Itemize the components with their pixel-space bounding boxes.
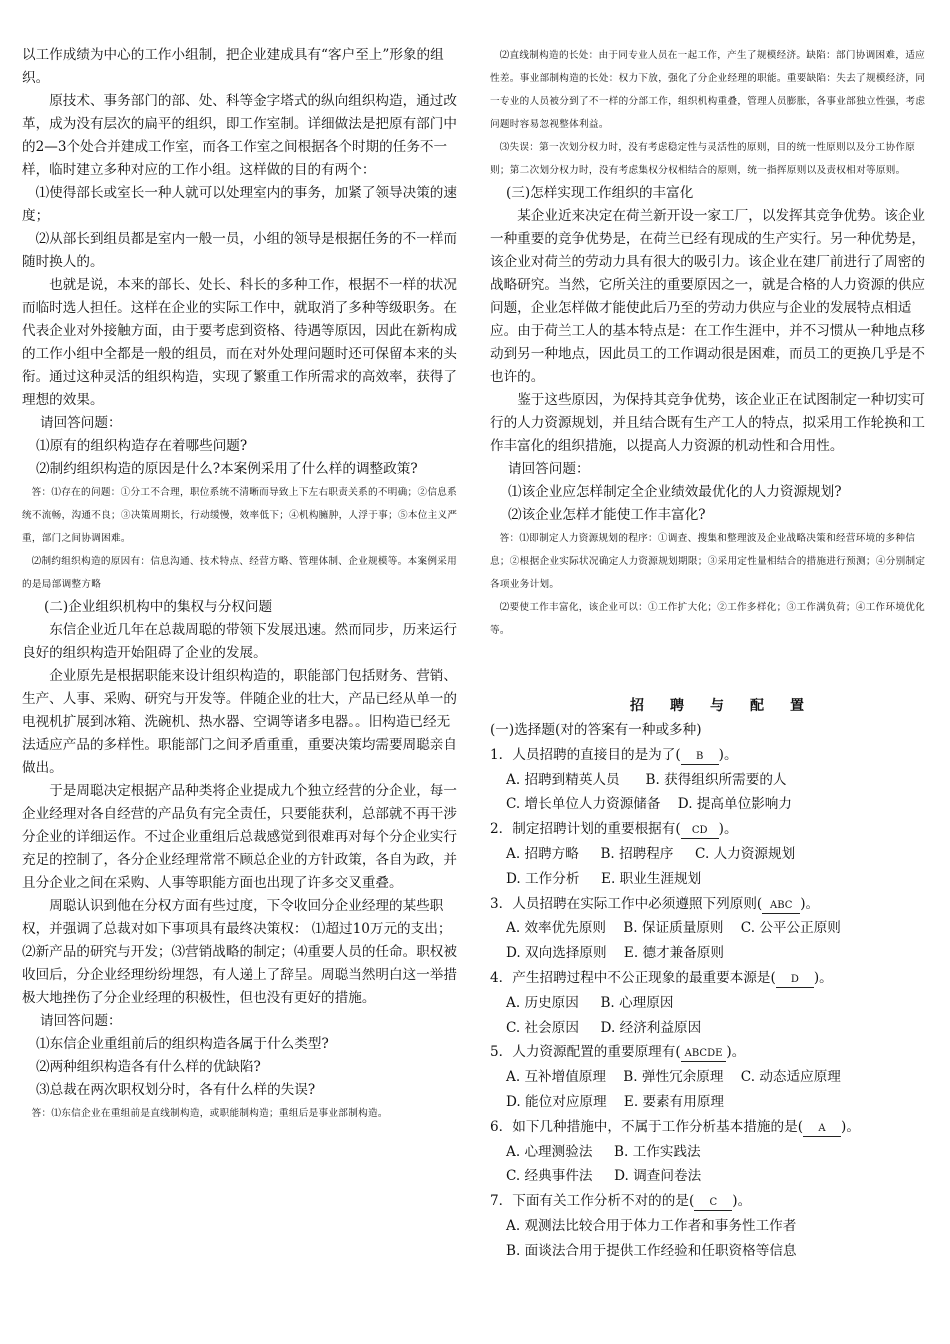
answer-blank: CD [681,824,719,839]
answer-blank: ABCDE [681,1047,727,1062]
answer: ⑵直线制构造的长处：由于同专业人员在一起工作，产生了规模经济。缺陷：部门协调困难，适应性差。事业部制构造的长处：权力下放，强化了分企业经理的职能。重要缺陷：失去了规模经济，同一专业的人员被分到了不一样的分部工作，组织机构重叠，管理人员膨胀，各事业部独立性强，考虑问题时容易忽视整体利益。 [490,50,926,130]
answer-option: B. 面谈法合用于提供工作经验和任职资格等信息 [506,1242,797,1259]
answer-option: D. 工作分析 E. 职业生涯规划 [506,870,702,887]
paragraph: 周聪认识到他在分权方面有些过度，下令收回分企业经理的某些职权，并强调了总裁对如下事项具有最终决策权： ⑴超过10万元的支出； ⑵新产品的研究与开发；⑶营销战略的制定；⑷重要人员的任命。职权被收回后，分企业经理纷纷埋怨，有人递上了辞呈。周聪当然明白这一举措极大地挫伤了分企业经理的积极性，但也没有更好的措施。 [22,898,457,1006]
left-column [22,44,462,1125]
section-title: 招聘与配置 [630,698,830,714]
question-end: )。 [718,746,738,763]
answer: ⑵要使工作丰富化，该企业可以：①工作扩大化；②工作多样化；③工作满负荷；④工作环境优化等。 [490,602,926,636]
question-prompt: 请回答问题： [40,1013,122,1029]
answer-blank: A [803,1122,841,1137]
section-heading: (三)怎样实现工作组织的丰富化 [506,185,694,201]
quiz-question [490,1189,930,1214]
question: ⑴该企业应怎样制定全企业绩效最优化的人力资源规划? [508,484,842,500]
question-end: )。 [813,969,833,986]
answer-option: A. 历史原因 B. 心理原因 [506,994,674,1011]
question-stem: 4．产生招聘过程中不公正现象的最重要本源是( [490,969,776,986]
paragraph: 于是周聪决定根据产品种类将企业提成九个独立经营的分企业，每一企业经理对各自经营的产品负有完全责任，只要能获利，总部就不再干涉分企业的详细运作。不过企业重组后总裁感觉到很难再对每个分企业实行充足的控制了，各分企业经理常常不顾总企业的方针政策，各自为政，并且分企业之间在采购、人事等职能方面也出现了许多交叉重叠。 [22,783,457,891]
question-prompt: 请回答问题： [508,461,590,477]
paragraph: 也就是说，本来的部长、处长、科长的多种工作，根据不一样的状况而临时选人担任。这样在企业的实际工作中，就取消了多种等级职务。在代表企业对外接触方面，由于要考虑到资格、待遇等原因，因此在新构成的工作小组中全都是一般的组员，而在对外处理问题时还可保留本来的头衔。通过这种灵活的组织构造，实现了繁重工作所需求的高效率，获得了理想的效果。 [22,277,457,408]
quiz-question [490,817,930,842]
answer: 答：⑴东信企业在重组前是直线制构造，或职能制构造；重组后是事业部制构造。 [31,1108,388,1119]
answer-option: A. 招聘方略 B. 招聘程序 C. 人力资源规划 [506,845,796,862]
question-end: )。 [732,1193,752,1210]
question-end: )。 [841,1118,860,1135]
paragraph: 某企业近来决定在荷兰新开设一家工厂，以发挥其竞争优势。该企业一种重要的竞争优势是，在荷兰已经有现成的生产实行。另一种优势是，该企业对荷兰的劳动力具有很大的吸引力。该企业在建厂前进行了周密的战略研究。当然，它所关注的重要原因之一，就是合格的人力资源的供应问题，企业怎样做才能使此后乃至的劳动力供应与企业的发展特点相适应。由于荷兰工人的基本特点是：在工作生涯中，并不习惯从一种地点移动到另一种地点，因此员工的工作调动很是困难，而员工的更换几乎是不也许的。 [490,208,925,385]
question-stem: 2．制定招聘计划的重要根据有( [490,821,681,838]
question: ⑴东信企业重组前后的组织构造各属于什么类型? [36,1036,329,1052]
question-stem: 5．人力资源配置的重要原理有( [490,1044,681,1061]
answer: 答：⑴即制定人力资源规划的程序：①调查、搜集和整理波及企业战略决策和经营环境的多种信息；②根据企业实际状况确定人力资源规划期限；③采用定性量相结合的措施进行预测；④分别制定各项业务计划。 [490,533,926,590]
paragraph: 鉴于这些原因，为保持其竞争优势，该企业正在试图制定一种切实可行的人力资源规划，并且结合既有生产工人的特点，拟采用工作轮换和工作丰富化的组织措施，以提高人力资源的机动性和合用性。 [490,392,925,454]
section-heading: (二)企业组织机构中的集权与分权问题 [44,599,273,615]
paragraph: 原技术、事务部门的部、处、科等金字塔式的纵向组织构造，通过改革，成为没有层次的扁平的组织，即工作室制。详细做法是把原有部门中的2—3个处合并建成工作室，而各工作室之间根据各个时期的任务不一样，临时建立多种对应的工作小组。这样做的目的有两个： [22,93,457,178]
answer-blank: ABC [762,899,800,914]
right-column [490,44,930,1264]
question: ⑵两种组织构造各有什么样的优缺陷? [36,1059,261,1075]
answer-option: A. 观测法比较合用于体力工作者和事务性工作者 [506,1217,797,1234]
answer-blank: C [694,1196,732,1211]
answer: 答：⑴存在的问题：①分工不合理，职位系统不清晰而导致上下左右职责关系的不明确；②信息系统不流畅，沟通不良；③决策周期长，行动缓慢，效率低下；④机构臃肿，人浮于事；⑤本位主义严重，部门之间协调困难。 [22,487,458,544]
question: ⑵该企业怎样才能使工作丰富化? [508,507,706,523]
question: ⑴原有的组织构造存在着哪些问题? [36,438,248,454]
paragraph: 以工作成绩为中心的工作小组制，把企业建成具有“客户至上”形象的组织。 [22,47,444,86]
quiz-question [490,1115,930,1140]
question-prompt: 请回答问题： [40,415,122,431]
paragraph: 企业原先是根据职能来设计组织构造的，职能部门包括财务、营销、生产、人事、采购、研究与开发等。伴随企业的壮大，产品已经从单一的电视机扩展到冰箱、洗碗机、热水器、空调等诸多电器。。旧构造已经无法适应产品的多样性。职能部门之间矛盾重重，重要决策均需要周聪亲自做出。 [22,668,457,776]
paragraph: ⑵从部长到组员都是室内一般一员，小组的领导是根据任务的不一样而随时换人的。 [22,231,457,270]
paragraph: 东信企业近几年在总裁周聪的带领下发展迅速。然而同步，历来运行良好的组织构造开始阻碍了企业的发展。 [22,622,457,661]
answer-blank: D [776,973,814,988]
quiz-question [490,892,930,917]
question-stem: 1．人员招聘的直接目的是为了( [490,746,681,763]
answer-option: C. 经典事件法 D. 调查问卷法 [506,1168,702,1185]
answer-blank: B [681,750,719,765]
quiz-question [490,743,930,768]
answer-option: C. 社会原因 D. 经济利益原因 [506,1019,702,1036]
paragraph: ⑴使得部长或室长一种人就可以处理室内的事务，加紧了领导决策的速度； [22,185,457,224]
quiz-question [490,1040,930,1065]
question-stem: 3．人员招聘在实际工作中必须遵照下列原则( [490,895,763,912]
quiz-question [490,966,930,991]
question-stem: 6．如下几种措施中，不属于工作分析基本措施的是( [490,1118,804,1135]
question-end: )。 [726,1044,746,1061]
answer-option: A. 心理测验法 B. 工作实践法 [506,1143,701,1160]
question-end: )。 [800,895,820,912]
question: ⑵制约组织构造的原因是什么?本案例采用了什么样的调整政策? [36,461,418,477]
answer-option: A. 效率优先原则 B. 保证质量原则 C. 公平公正原则 [506,920,841,937]
question: ⑶总裁在两次职权划分时，各有什么样的失误? [36,1082,316,1098]
answer-option: A. 互补增值原理 B. 弹性冗余原理 C. 动态适应原理 [506,1069,841,1086]
question-end: )。 [718,821,738,838]
quiz-list [490,743,930,1264]
question-stem: 7．下面有关工作分析不对的的是( [490,1193,695,1210]
section-subtitle: (一)选择题(对的答案有一种或多种) [490,722,702,738]
answer-option: C. 增长单位人力资源储备 D. 提高单位影响力 [506,796,792,813]
answer-option: D. 双向选择原则 E. 德才兼备原则 [506,945,725,962]
answer-option: A. 招聘到精英人员 B. 获得组织所需要的人 [506,771,787,788]
answer-option: D. 能位对应原理 E. 要素有用原理 [506,1093,725,1110]
answer: ⑶失误：第一次划分权力时，没有考虑稳定性与灵活性的原则，目的统一性原则以及分工协作原则；第二次划分权力时，没有考虑集权分权相结合的原则，统一指挥原则以及责权相对等原则。 [490,142,916,176]
answer: ⑵制约组织构造的原因有：信息沟通、技术特点、经营方略、管理体制、企业规模等。本案例采用的是局部调整方略 [22,556,458,590]
